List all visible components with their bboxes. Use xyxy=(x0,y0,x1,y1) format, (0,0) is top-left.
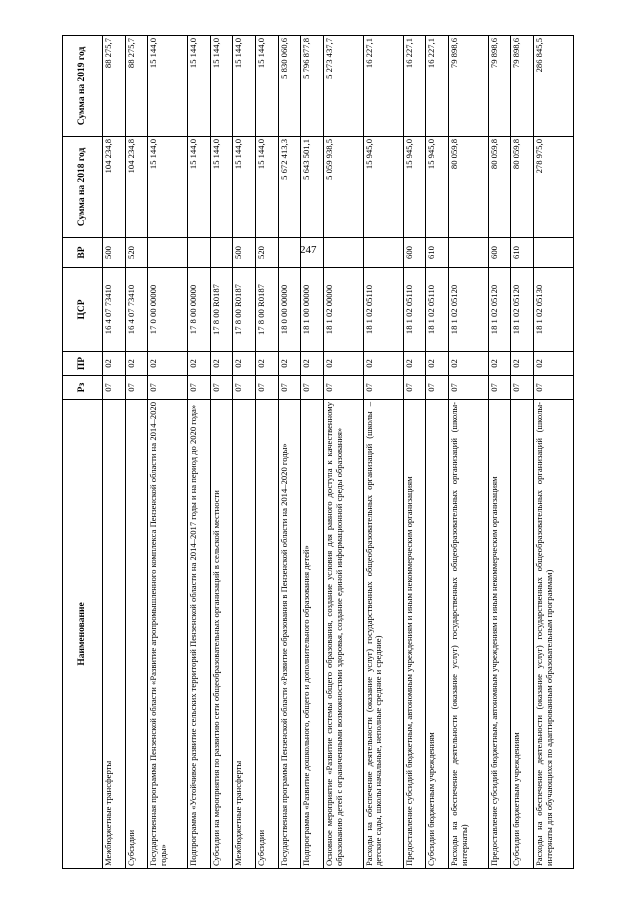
row-sum-2019: 16 227,1 xyxy=(426,36,449,137)
row-name: Предоставление субсидий бюджетным, автономным учреждениям и иным некоммерческим организациям xyxy=(488,400,511,869)
table-row xyxy=(278,36,301,869)
row-pr: 02 xyxy=(278,352,301,376)
row-sum-2018: 15 144,0 xyxy=(188,137,211,238)
row-pr: 02 xyxy=(448,352,488,376)
row-sum-2019: 5 830 060,6 xyxy=(278,36,301,137)
row-sum-2019: 15 144,0 xyxy=(148,36,188,137)
table-row xyxy=(125,36,148,869)
row-pr: 02 xyxy=(323,352,363,376)
row-rz: 07 xyxy=(426,376,449,400)
header-sum-2019: Сумма на 2019 год xyxy=(63,36,103,137)
row-pr: 02 xyxy=(301,352,324,376)
row-pr: 02 xyxy=(125,352,148,376)
header-rz: Рз xyxy=(63,376,103,400)
row-csr: 18 1 02 00000 xyxy=(323,268,363,352)
header-csr: ЦСР xyxy=(63,268,103,352)
row-csr: 18 1 02 05120 xyxy=(488,268,511,352)
row-sum-2019: 15 144,0 xyxy=(210,36,233,137)
row-csr: 18 1 02 05110 xyxy=(426,268,449,352)
table-row xyxy=(148,36,188,869)
row-sum-2019: 16 227,1 xyxy=(363,36,403,137)
row-sum-2019: 5 796 877,8 xyxy=(301,36,324,137)
row-name: Расходы на обеспечение деятельности (оказание услуг) государственных общеобразовательных организаций (школы-интернаты для обучающихся по адаптированным образовательным программам) xyxy=(534,400,574,869)
row-pr: 02 xyxy=(426,352,449,376)
row-vr xyxy=(148,238,188,268)
table-header-row xyxy=(63,36,103,869)
table-row xyxy=(233,36,256,869)
row-pr: 02 xyxy=(233,352,256,376)
row-csr: 18 1 02 05130 xyxy=(534,268,574,352)
table-row xyxy=(301,36,324,869)
row-sum-2018: 80 059,8 xyxy=(511,137,534,238)
row-csr: 17 8 00 R0187 xyxy=(233,268,256,352)
row-csr: 17 8 00 R0187 xyxy=(256,268,279,352)
row-sum-2018: 15 945,0 xyxy=(363,137,403,238)
header-vr: ВР xyxy=(63,238,103,268)
row-sum-2018: 80 059,8 xyxy=(448,137,488,238)
row-pr: 02 xyxy=(534,352,574,376)
row-vr: 610 xyxy=(511,238,534,268)
row-rz: 07 xyxy=(488,376,511,400)
row-vr: 500 xyxy=(103,238,126,268)
row-vr: 600 xyxy=(403,238,426,268)
table-row xyxy=(256,36,279,869)
header-sum-2018: Сумма на 2018 год xyxy=(63,137,103,238)
table-row xyxy=(426,36,449,869)
row-rz: 07 xyxy=(188,376,211,400)
row-sum-2018: 5 672 413,3 xyxy=(278,137,301,238)
row-rz: 07 xyxy=(148,376,188,400)
row-sum-2019: 286 845,5 xyxy=(534,36,574,137)
row-vr xyxy=(210,238,233,268)
row-name: Субсидии xyxy=(256,400,279,869)
row-csr: 17 8 00 00000 xyxy=(188,268,211,352)
table-row xyxy=(210,36,233,869)
row-pr: 02 xyxy=(103,352,126,376)
row-csr: 17 8 00 R0187 xyxy=(210,268,233,352)
row-name: Субсидии на мероприятия по развитию сети общеобразовательных организаций в сельской местности xyxy=(210,400,233,869)
row-vr: 600 xyxy=(488,238,511,268)
row-vr: 610 xyxy=(426,238,449,268)
row-pr: 02 xyxy=(188,352,211,376)
row-name: Субсидии бюджетным учреждениям xyxy=(426,400,449,869)
budget-table-container xyxy=(62,36,574,869)
row-rz: 07 xyxy=(301,376,324,400)
row-sum-2018: 278 975,0 xyxy=(534,137,574,238)
row-vr xyxy=(278,238,301,268)
row-sum-2018: 15 144,0 xyxy=(256,137,279,238)
row-pr: 02 xyxy=(511,352,534,376)
row-sum-2018: 15 144,0 xyxy=(233,137,256,238)
row-vr xyxy=(301,238,324,268)
row-csr: 16 4 07 73410 xyxy=(125,268,148,352)
row-rz: 07 xyxy=(323,376,363,400)
table-row xyxy=(534,36,574,869)
row-vr: 520 xyxy=(125,238,148,268)
row-sum-2019: 15 144,0 xyxy=(233,36,256,137)
row-sum-2018: 5 059 938,5 xyxy=(323,137,363,238)
row-vr xyxy=(448,238,488,268)
header-name: Наименование xyxy=(63,400,103,869)
row-sum-2019: 5 273 437,7 xyxy=(323,36,363,137)
row-csr: 17 0 00 00000 xyxy=(148,268,188,352)
row-rz: 07 xyxy=(233,376,256,400)
row-name: Межбюджетные трансферты xyxy=(233,400,256,869)
row-rz: 07 xyxy=(278,376,301,400)
row-name: Подпрограмма «Устойчивое развитие сельских территорий Пензенской области на 2014–2017 годы и на период до 2020 года» xyxy=(188,400,211,869)
row-name: Государственная программа Пензенской области «Развитие агропромышленного комплекса Пензенской области на 2014–2020 годы» xyxy=(148,400,188,869)
row-rz: 07 xyxy=(403,376,426,400)
table-row xyxy=(188,36,211,869)
row-sum-2018: 104 234,8 xyxy=(125,137,148,238)
row-vr xyxy=(363,238,403,268)
table-row xyxy=(323,36,363,869)
row-sum-2018: 80 059,8 xyxy=(488,137,511,238)
row-csr: 18 1 00 00000 xyxy=(301,268,324,352)
table-row xyxy=(363,36,403,869)
table-row xyxy=(103,36,126,869)
row-rz: 07 xyxy=(125,376,148,400)
table-row xyxy=(511,36,534,869)
row-name: Субсидии xyxy=(125,400,148,869)
row-rz: 07 xyxy=(210,376,233,400)
row-csr: 18 1 02 05110 xyxy=(403,268,426,352)
row-sum-2019: 88 275,7 xyxy=(125,36,148,137)
row-vr xyxy=(534,238,574,268)
row-name: Предоставление субсидий бюджетным, автономным учреждениям и иным некоммерческим организациям xyxy=(403,400,426,869)
row-name: Расходы на обеспечение деятельности (оказание услуг) государственных общеобразовательных организаций (школы-интернаты) xyxy=(448,400,488,869)
row-name: Государственная программа Пензенской области «Развитие образования в Пензенской области на 2014–2020 годы» xyxy=(278,400,301,869)
budget-table xyxy=(62,35,574,869)
row-sum-2019: 16 227,1 xyxy=(403,36,426,137)
row-sum-2019: 88 275,7 xyxy=(103,36,126,137)
row-name: Основное мероприятие «Развитие системы общего образования, создание условия для равного доступа к качественному образованию детей с ограниченными возможностями здоровья, создание единой информационной среды образования» xyxy=(323,400,363,869)
row-csr: 18 1 02 05110 xyxy=(363,268,403,352)
row-sum-2018: 5 643 501,1 xyxy=(301,137,324,238)
row-sum-2019: 79 898,6 xyxy=(448,36,488,137)
row-vr: 500 xyxy=(233,238,256,268)
table-body xyxy=(103,36,574,869)
row-name: Субсидии бюджетным учреждениям xyxy=(511,400,534,869)
row-pr: 02 xyxy=(363,352,403,376)
table-row xyxy=(488,36,511,869)
row-pr: 02 xyxy=(210,352,233,376)
page-number: 247 xyxy=(300,244,317,256)
row-vr xyxy=(188,238,211,268)
row-csr: 18 1 02 05120 xyxy=(448,268,488,352)
row-rz: 07 xyxy=(448,376,488,400)
row-rz: 07 xyxy=(256,376,279,400)
row-pr: 02 xyxy=(488,352,511,376)
row-name: Подпрограмма «Развитие дошкольного, общего и дополнительного образования детей» xyxy=(301,400,324,869)
row-sum-2018: 15 144,0 xyxy=(210,137,233,238)
rotated-table-frame xyxy=(62,36,574,869)
row-sum-2018: 104 234,8 xyxy=(103,137,126,238)
row-pr: 02 xyxy=(148,352,188,376)
row-pr: 02 xyxy=(256,352,279,376)
row-rz: 07 xyxy=(103,376,126,400)
row-sum-2018: 15 945,0 xyxy=(403,137,426,238)
row-name: Расходы на обеспечение деятельности (оказание услуг) государственных общеобразовательных организаций (школы – детские сады, школы начальные, неполные средние и средние) xyxy=(363,400,403,869)
row-sum-2018: 15 945,0 xyxy=(426,137,449,238)
row-name: Межбюджетные трансферты xyxy=(103,400,126,869)
row-csr: 18 1 02 05120 xyxy=(511,268,534,352)
table-row xyxy=(403,36,426,869)
row-pr: 02 xyxy=(403,352,426,376)
row-rz: 07 xyxy=(534,376,574,400)
row-sum-2019: 15 144,0 xyxy=(256,36,279,137)
header-pr: ПР xyxy=(63,352,103,376)
row-rz: 07 xyxy=(511,376,534,400)
row-csr: 18 0 00 00000 xyxy=(278,268,301,352)
row-sum-2019: 79 898,6 xyxy=(488,36,511,137)
row-sum-2018: 15 144,0 xyxy=(148,137,188,238)
table-row xyxy=(448,36,488,869)
row-sum-2019: 15 144,0 xyxy=(188,36,211,137)
row-vr: 520 xyxy=(256,238,279,268)
row-rz: 07 xyxy=(363,376,403,400)
row-vr xyxy=(323,238,363,268)
row-csr: 16 4 07 73410 xyxy=(103,268,126,352)
row-sum-2019: 79 898,6 xyxy=(511,36,534,137)
